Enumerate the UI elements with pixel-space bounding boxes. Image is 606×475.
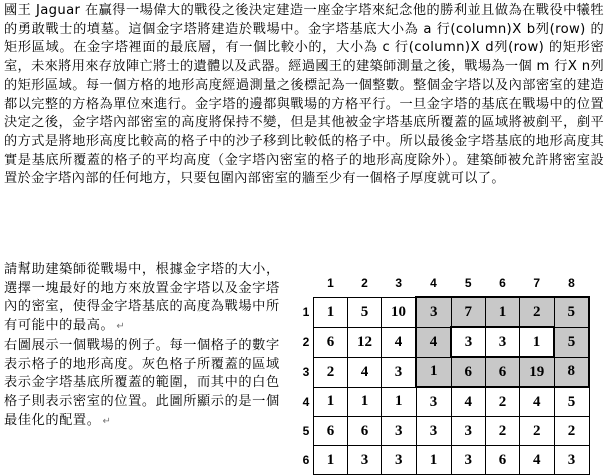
column-header: 1: [327, 275, 334, 290]
terrain-cell: 1: [314, 446, 348, 475]
row-header: 2: [302, 335, 310, 349]
problem-paragraph: 國王 Jaguar 在贏得一場偉大的戰役之後決定建造一座金字塔來紀念他的勝利並且做為在戰役中犧牲的勇敢戰士的墳墓。這個金字塔將建造於戰場中。金字塔基底大小為 a 行(column)Ⅹ b列(row) 的矩形區域。在金字塔裡面的最底層，有一個比較小的，大小為 c 行(column)Ⅹ d列(row) 的矩形密室，未來將用來存放陣亡將士的遺體以及武器。經過國王的建築師測量之後，戰場為一個 m 行Ⅹ n列的矩形區域。每一個方格的地形高度經過測量之後標記為一個整數。整個金字塔以及內部密室的建造都以完整的方格為單位來進行。金字塔的邊都與戰場的方格平行。一旦金字塔的基底在戰場中的位置決定之後，金字塔內部密室的高度將保持不變，但是其他被金字塔基底所覆蓋的區域將被剷平，剷平的方式是將地形高度比較高的格子中的沙子移到比較低的格子中。所以最後金字塔基底的地形高度其實是基底所覆蓋的格子的平均高度（金字塔內密室的格子的地形高度除外）。建築師被允許將密室設置於金字塔內部的任何地方，只要包圍內部密室的牆至少有一個格子厚度就可以了。: [4, 3, 604, 187]
terrain-cell: 6: [486, 446, 520, 475]
terrain-cell: 1: [314, 387, 348, 417]
terrain-cell: 4: [348, 357, 382, 387]
instruction-block: [4, 261, 290, 431]
terrain-cell: 3: [416, 417, 451, 446]
pyramid-base-cell: 5: [554, 327, 589, 357]
terrain-cell: 3: [382, 417, 417, 446]
terrain-cell: 3: [382, 446, 417, 475]
paragraph-mark: ↵: [116, 321, 126, 333]
grid-row: [299, 357, 589, 387]
pyramid-base-cell: 5: [554, 297, 589, 327]
pyramid-base-cell: 2: [520, 297, 555, 327]
pyramid-base-cell: 8: [554, 357, 589, 387]
terrain-cell: 3: [382, 357, 417, 387]
terrain-cell: 3: [348, 446, 382, 475]
grid-corner: [299, 269, 314, 297]
grid-row: [299, 387, 589, 417]
terrain-cell: 1: [314, 297, 348, 327]
pyramid-base-cell: 4: [416, 327, 451, 357]
pyramid-base-cell: 1: [486, 297, 520, 327]
terrain-cell: 4: [520, 387, 555, 417]
pyramid-base-cell: 6: [451, 357, 486, 387]
terrain-cell: 6: [314, 327, 348, 357]
pyramid-base-cell: 7: [451, 297, 486, 327]
terrain-cell: 2: [486, 387, 520, 417]
pyramid-base-cell: 1: [416, 357, 451, 387]
column-header: 4: [430, 275, 437, 290]
terrain-cell: 4: [382, 327, 417, 357]
column-header: 8: [568, 275, 575, 290]
terrain-cell: 6: [348, 417, 382, 446]
terrain-cell: 10: [382, 297, 417, 327]
instruction-text: 請幫助建築師從戰場中，根據金字塔的大小，選擇一塊最好的地方來放置金字塔以及金字塔內的密室，使得金字塔基底的高度為戰場中所有可能中的最高。: [4, 262, 280, 334]
row-header: 6: [302, 453, 310, 467]
pyramid-base-cell: 3: [416, 297, 451, 327]
terrain-cell: 3: [554, 446, 589, 475]
battlefield-grid: [299, 269, 590, 475]
terrain-cell: 5: [348, 297, 382, 327]
row-header: 5: [302, 424, 310, 438]
terrain-cell: 2: [314, 357, 348, 387]
terrain-cell: 1: [348, 387, 382, 417]
row-header: 3: [302, 365, 310, 379]
terrain-cell: 4: [451, 387, 486, 417]
chamber-cell: 3: [451, 327, 486, 357]
terrain-cell: 3: [451, 446, 486, 475]
paragraph-mark: ↵: [102, 415, 112, 427]
terrain-cell: 4: [520, 446, 555, 475]
terrain-cell: 2: [520, 417, 555, 446]
column-header: 2: [361, 275, 368, 290]
column-header: 6: [499, 275, 506, 290]
terrain-cell: 3: [416, 387, 451, 417]
terrain-cell: 6: [314, 417, 348, 446]
terrain-cell: 2: [486, 417, 520, 446]
terrain-cell: 2: [554, 417, 589, 446]
column-header: 5: [464, 275, 472, 290]
example-description: 右圖展示一個戰場的例子。每一個格子的數字表示格子的地形高度。灰色格子所覆蓋的區域表示金字塔基底所覆蓋的範圍，而其中的白色格子則表示密室的位置。此圖所顯示的是一個最佳化的配置。: [4, 337, 280, 428]
pyramid-base-cell: 19: [520, 357, 555, 387]
chamber-cell: 1: [520, 327, 555, 357]
pyramid-base-cell: 6: [486, 357, 520, 387]
grid-row: [299, 297, 589, 327]
grid-row: [299, 327, 589, 357]
grid-row: [299, 417, 589, 446]
column-header: 7: [533, 275, 541, 290]
row-header: 1: [302, 305, 310, 319]
terrain-cell: 5: [554, 387, 589, 417]
column-header: 3: [395, 275, 403, 290]
terrain-cell: 1: [382, 387, 417, 417]
terrain-cell: 3: [451, 417, 486, 446]
row-header: 4: [302, 394, 310, 409]
terrain-cell: 1: [416, 446, 451, 475]
terrain-cell: 12: [348, 327, 382, 357]
grid-row: [299, 446, 589, 475]
chamber-cell: 3: [486, 327, 520, 357]
